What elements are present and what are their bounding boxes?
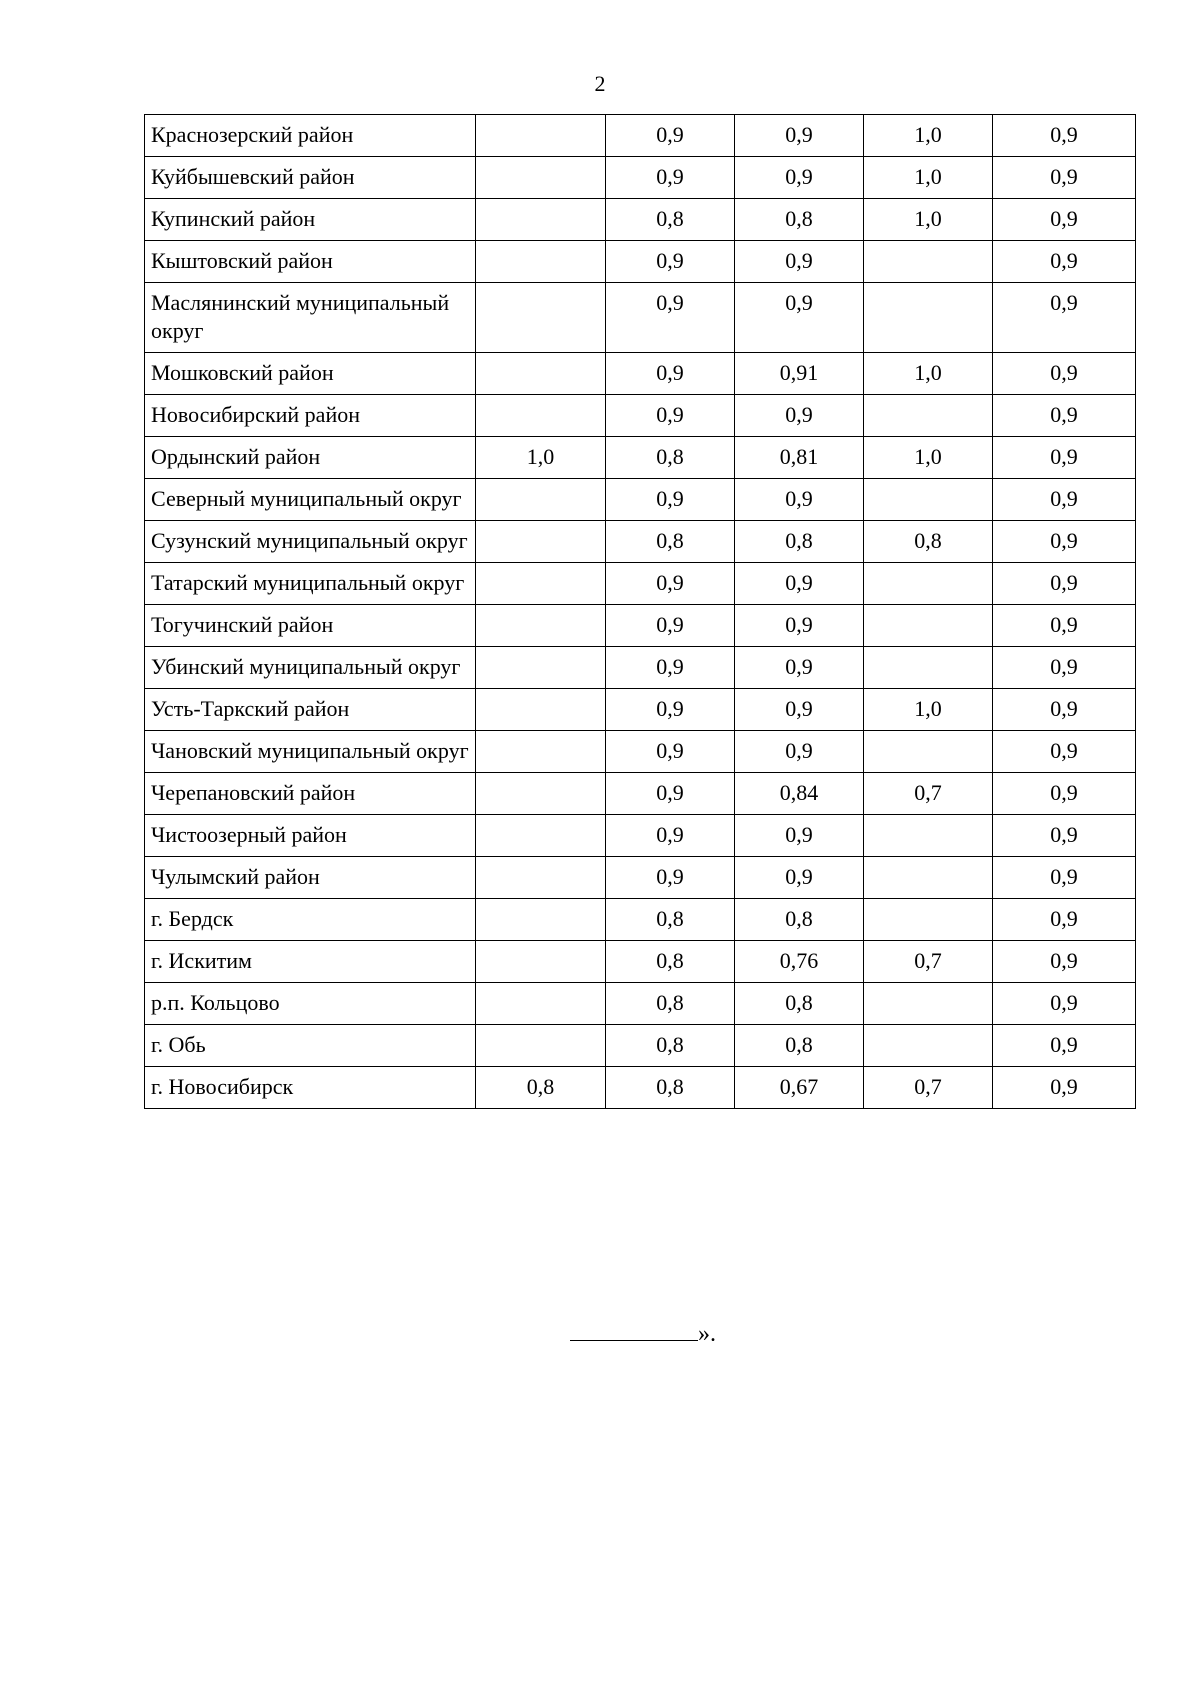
value-cell-c5: 0,9 (993, 857, 1136, 899)
coefficients-table (144, 114, 1136, 1109)
value-cell-c4 (864, 857, 993, 899)
value-cell-c1 (476, 563, 606, 605)
value-cell-c3: 0,9 (735, 647, 864, 689)
row-name-cell: Краснозерский район (145, 115, 476, 157)
value-cell-c4: 1,0 (864, 157, 993, 199)
value-cell-c2: 0,9 (606, 115, 735, 157)
value-cell-c5: 0,9 (993, 689, 1136, 731)
value-cell-c2: 0,8 (606, 199, 735, 241)
value-cell-c1 (476, 199, 606, 241)
table-row (145, 983, 1136, 1025)
page-number: 2 (594, 71, 606, 96)
table-body (145, 115, 1136, 1109)
value-cell-c2: 0,9 (606, 731, 735, 773)
value-cell-c4: 1,0 (864, 353, 993, 395)
row-name-cell: Тогучинский район (145, 605, 476, 647)
value-cell-c3: 0,91 (735, 353, 864, 395)
row-name-cell: г. Искитим (145, 941, 476, 983)
table-row (145, 647, 1136, 689)
table-row (145, 283, 1136, 353)
value-cell-c1 (476, 479, 606, 521)
value-cell-c3: 0,8 (735, 1025, 864, 1067)
row-name-cell: Куйбышевский район (145, 157, 476, 199)
value-cell-c3: 0,9 (735, 857, 864, 899)
value-cell-c5: 0,9 (993, 353, 1136, 395)
value-cell-c5: 0,9 (993, 479, 1136, 521)
value-cell-c3: 0,9 (735, 689, 864, 731)
value-cell-c4 (864, 605, 993, 647)
value-cell-c3: 0,8 (735, 983, 864, 1025)
value-cell-c5: 0,9 (993, 899, 1136, 941)
value-cell-c4 (864, 899, 993, 941)
value-cell-c5: 0,9 (993, 395, 1136, 437)
row-name-cell: Чулымский район (145, 857, 476, 899)
value-cell-c3: 0,9 (735, 563, 864, 605)
value-cell-c3: 0,9 (735, 479, 864, 521)
value-cell-c1 (476, 983, 606, 1025)
value-cell-c1 (476, 647, 606, 689)
value-cell-c4 (864, 241, 993, 283)
value-cell-c5: 0,9 (993, 1067, 1136, 1109)
value-cell-c5: 0,9 (993, 437, 1136, 479)
value-cell-c3: 0,8 (735, 899, 864, 941)
row-name-cell: г. Новосибирск (145, 1067, 476, 1109)
value-cell-c5: 0,9 (993, 283, 1136, 353)
table-row (145, 157, 1136, 199)
value-cell-c4: 0,7 (864, 1067, 993, 1109)
value-cell-c4 (864, 563, 993, 605)
value-cell-c1 (476, 857, 606, 899)
value-cell-c3: 0,9 (735, 283, 864, 353)
value-cell-c2: 0,9 (606, 605, 735, 647)
value-cell-c3: 0,8 (735, 199, 864, 241)
value-cell-c3: 0,76 (735, 941, 864, 983)
table-row (145, 479, 1136, 521)
row-name-cell: Черепановский район (145, 773, 476, 815)
value-cell-c2: 0,9 (606, 353, 735, 395)
value-cell-c1 (476, 1025, 606, 1067)
table-row (145, 899, 1136, 941)
table-row (145, 395, 1136, 437)
row-name-cell: Ордынский район (145, 437, 476, 479)
value-cell-c3: 0,84 (735, 773, 864, 815)
value-cell-c2: 0,9 (606, 395, 735, 437)
value-cell-c2: 0,9 (606, 283, 735, 353)
value-cell-c2: 0,8 (606, 941, 735, 983)
value-cell-c3: 0,9 (735, 395, 864, 437)
value-cell-c1 (476, 605, 606, 647)
row-name-cell: Убинский муниципальный округ (145, 647, 476, 689)
value-cell-c2: 0,8 (606, 1067, 735, 1109)
blank-underline (570, 1318, 698, 1341)
table-row (145, 773, 1136, 815)
row-name-cell: Татарский муниципальный округ (145, 563, 476, 605)
row-name-cell: г. Обь (145, 1025, 476, 1067)
closing-quote: ». (698, 1321, 716, 1347)
value-cell-c1 (476, 395, 606, 437)
table-row (145, 1067, 1136, 1109)
value-cell-c4 (864, 731, 993, 773)
value-cell-c2: 0,8 (606, 1025, 735, 1067)
table-row (145, 353, 1136, 395)
value-cell-c4: 1,0 (864, 689, 993, 731)
value-cell-c2: 0,8 (606, 521, 735, 563)
value-cell-c1: 1,0 (476, 437, 606, 479)
value-cell-c5: 0,9 (993, 605, 1136, 647)
value-cell-c1 (476, 731, 606, 773)
table-row (145, 857, 1136, 899)
value-cell-c5: 0,9 (993, 241, 1136, 283)
value-cell-c4: 1,0 (864, 437, 993, 479)
value-cell-c5: 0,9 (993, 647, 1136, 689)
value-cell-c4: 0,7 (864, 773, 993, 815)
value-cell-c5: 0,9 (993, 941, 1136, 983)
row-name-cell: Новосибирский район (145, 395, 476, 437)
value-cell-c2: 0,8 (606, 983, 735, 1025)
value-cell-c1 (476, 283, 606, 353)
table-row (145, 241, 1136, 283)
value-cell-c1 (476, 773, 606, 815)
value-cell-c3: 0,9 (735, 115, 864, 157)
table-row (145, 563, 1136, 605)
value-cell-c4 (864, 983, 993, 1025)
value-cell-c1 (476, 941, 606, 983)
table-row (145, 437, 1136, 479)
value-cell-c5: 0,9 (993, 815, 1136, 857)
table-row (145, 815, 1136, 857)
value-cell-c1 (476, 815, 606, 857)
value-cell-c1 (476, 157, 606, 199)
value-cell-c1 (476, 241, 606, 283)
value-cell-c4 (864, 283, 993, 353)
value-cell-c1 (476, 521, 606, 563)
row-name-cell: р.п. Кольцово (145, 983, 476, 1025)
value-cell-c5: 0,9 (993, 563, 1136, 605)
row-name-cell: Маслянинский муниципальный округ (145, 283, 476, 353)
value-cell-c4: 1,0 (864, 115, 993, 157)
value-cell-c3: 0,9 (735, 241, 864, 283)
value-cell-c3: 0,9 (735, 605, 864, 647)
table-row (145, 521, 1136, 563)
value-cell-c2: 0,9 (606, 157, 735, 199)
value-cell-c2: 0,9 (606, 241, 735, 283)
value-cell-c5: 0,9 (993, 773, 1136, 815)
row-name-cell: Усть-Таркский район (145, 689, 476, 731)
row-name-cell: Северный муниципальный округ (145, 479, 476, 521)
value-cell-c3: 0,9 (735, 815, 864, 857)
table-row (145, 1025, 1136, 1067)
value-cell-c1 (476, 689, 606, 731)
value-cell-c1 (476, 899, 606, 941)
value-cell-c4 (864, 479, 993, 521)
value-cell-c5: 0,9 (993, 731, 1136, 773)
value-cell-c4 (864, 647, 993, 689)
value-cell-c2: 0,9 (606, 689, 735, 731)
row-name-cell: Чановский муниципальный округ (145, 731, 476, 773)
row-name-cell: Мошковский район (145, 353, 476, 395)
value-cell-c4 (864, 1025, 993, 1067)
row-name-cell: Чистоозерный район (145, 815, 476, 857)
value-cell-c4: 0,7 (864, 941, 993, 983)
row-name-cell: Кыштовский район (145, 241, 476, 283)
table-row (145, 115, 1136, 157)
value-cell-c5: 0,9 (993, 1025, 1136, 1067)
row-name-cell: Купинский район (145, 199, 476, 241)
value-cell-c5: 0,9 (993, 115, 1136, 157)
value-cell-c4: 0,8 (864, 521, 993, 563)
value-cell-c2: 0,9 (606, 773, 735, 815)
value-cell-c3: 0,81 (735, 437, 864, 479)
value-cell-c2: 0,9 (606, 647, 735, 689)
value-cell-c1 (476, 115, 606, 157)
value-cell-c4 (864, 395, 993, 437)
value-cell-c2: 0,9 (606, 479, 735, 521)
row-name-cell: г. Бердск (145, 899, 476, 941)
table-row (145, 731, 1136, 773)
value-cell-c2: 0,8 (606, 899, 735, 941)
value-cell-c2: 0,9 (606, 815, 735, 857)
value-cell-c4: 1,0 (864, 199, 993, 241)
table-row (145, 199, 1136, 241)
value-cell-c5: 0,9 (993, 521, 1136, 563)
value-cell-c2: 0,9 (606, 563, 735, 605)
closing-mark (570, 1318, 716, 1348)
row-name-cell: Сузунский муниципальный округ (145, 521, 476, 563)
value-cell-c3: 0,9 (735, 731, 864, 773)
value-cell-c4 (864, 815, 993, 857)
value-cell-c3: 0,67 (735, 1067, 864, 1109)
value-cell-c5: 0,9 (993, 983, 1136, 1025)
value-cell-c5: 0,9 (993, 157, 1136, 199)
table-row (145, 689, 1136, 731)
value-cell-c3: 0,9 (735, 157, 864, 199)
value-cell-c2: 0,9 (606, 857, 735, 899)
value-cell-c1: 0,8 (476, 1067, 606, 1109)
table-row (145, 941, 1136, 983)
value-cell-c1 (476, 353, 606, 395)
value-cell-c5: 0,9 (993, 199, 1136, 241)
table-row (145, 605, 1136, 647)
value-cell-c3: 0,8 (735, 521, 864, 563)
value-cell-c2: 0,8 (606, 437, 735, 479)
